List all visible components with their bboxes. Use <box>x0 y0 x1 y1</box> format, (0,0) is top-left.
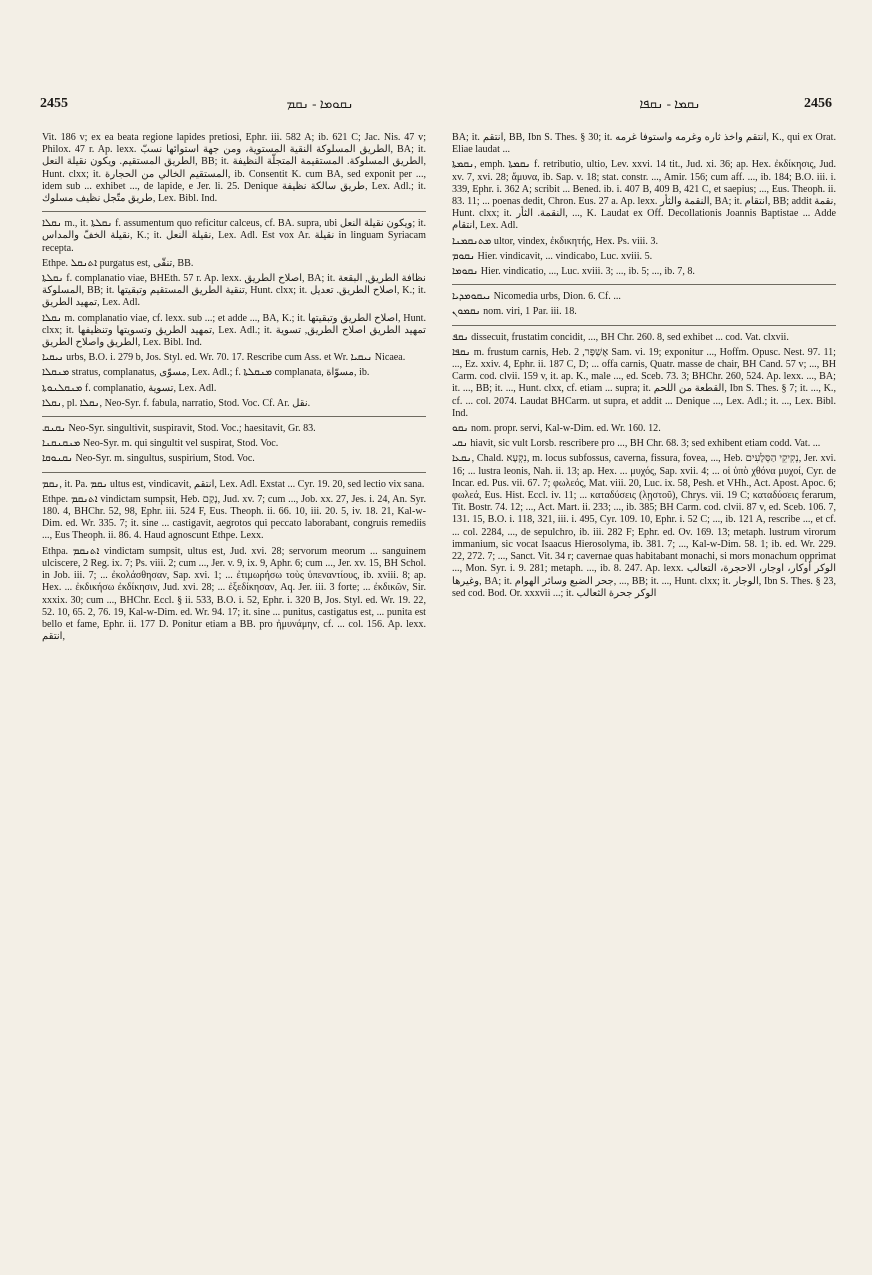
dictionary-entry: ܢܩܥܐ, Chald. נִקְעָא, m. locus subfossus, caverna, fissura, fovea, ..., Heb. נְקִיקֵי הַסְּלָעִים, Jer. xvi. 16; ... lustra leonis, Nah. ii. 13; ap. Hex. ... μυχός, Sap. xvii. 4; ... οἱ ὑπὸ χθόνα μυχοί, Cyr. de Incar. ed. Pus. vii. 67. 7; φωλεός, Mat. viii. 20, Luc. ix. 58, Pesh. et VHh., Act. Apost. Apoc. 6; φωλεά, Eus. Hist. Eccl. iv. 11; ... καταδύσεις (λῃστοῦ), Chrys. vii. 19 C; καταδύσεις ferarum, Tit. Bostr. 74. 12; ..., Act. Mart. ii. 233; ..., ib. 385; BH Carm. cod. clvii. 87 v, ed. Sceb. 106. 7, 131. 15, B.O. i. 118, 321, iii. i. 495, Cyr. 109. 10, Ephr. i. 52 C; ..., ib. 121 A, rescribe ..., et cf. ... col. 2284, ..., de sepulchro, ib. iii. 282 F; Ephr. ed. Ov. 169. 13; metaph. lustrum virorum immanium, sic vocat Isaacus Hierosolyma, ib. 381. 7; ..., Kal-w-Dim. 58. 1; ib. ed. Wr. 229. 22, 272. 7; ..., Sanct. Vit. 34 r; cavernae quas habitabant monachi, si mors monachum opprimat ..., Mon. Syr. i. 9. 281; metaph. ..., ib. 8. 247. Ap. lexx. الوكر أوكار، اوجار، الاحجرة، التعالب وغيرها, BA; it. جحر الضبع وسائر الهوام, ..., BB; it. ..., Hunt. clxx; it. الوجار, Ibn S. Thes. § 23, sed cod. Bod. Or. xxxvii ...; it. الوكر جحرة الثعالب <box>452 453 836 599</box>
dictionary-entry: ܢܩܘ nom. propr. servi, Kal-w-Dim. ed. Wr. 160. 12. <box>452 423 661 435</box>
dictionary-entry: ܢܝܩܘܡܕܝܐ Nicomedia urbs, Dion. 6. Cf. ... <box>452 284 836 303</box>
right-running-head: ܢܩܡܐ - ܢܩܦܐ <box>639 96 701 111</box>
dictionary-entry: ܢܩܡܬܐ, emph. ܢܩܡܬܐ f. retributio, ultio, Lev. xxvi. 14 tit., Jud. xi. 36; ap. Hex. ἐκδίκησις, Jud. xv. 7, xvi. 28; ἄμυνα, ib. Sap. v. 18; stat. constr. ..., Amir. 156; cum aff. ..., ib. 184; B.O. iii. i. 339, Ephr. i. 362 A; scribit ... Bened. ib. i. 407 B, 409 B, 421 C, et saepius; ..., Eus. Theoph. ii. 83. 11; ... poenas dedit, Chron. Eus. 27 a. Ap. lexx. النقمة والثأر, BA; it. انتقام, BB; addit نقمة, Hunt. clxx; it. النقمة. الثأر, ..., K. Laudat ex Off. Decollationis Joannis Baptistae ... Adde انتقام, Lex. Adl. <box>452 159 836 232</box>
left-running-head: ܢܩܘܡܐ - ܢܩܡ <box>286 96 354 111</box>
dictionary-entry: ܢܩܢܘܩܐ Neo-Syr. m. singultus, suspirium, Stod. Voc. <box>42 453 255 465</box>
dictionary-entry: ܢܩܠܐ, pl. ܢܩܠܐ, Neo-Syr. f. fabula, narratio, Stod. Voc. Cf. Ar. نقل. <box>42 397 311 409</box>
dictionary-entry: ܢܩܡܘܢ nom. viri, 1 Par. iii. 18. <box>452 306 577 318</box>
dictionary-entry: ܢܩܦܐ m. frustum carnis, Heb. אֶשְׁפָּר, 2 Sam. vi. 19; exponitur ..., Hoffm. Opusc. Nest. 97. 11; ..., Ez. xxiv. 4, Ephr. ii. 187 C, D; ... offa carnis, Quatr. masse de chair, BH Cand. 57 v; ..., BH Carm. cod. clvii. 159 v, it. ap. K., male ..., ed. Sceb. 73. 3; BHChr. 260, 524. Ap. lexx. ..., BA; it. ..., BB; it. ..., Hunt. clxx, cf. etiam ... supra; it. القطعة من اللحم, Ibn S. Thes. § 7; it. ..., K., cf. ... col. 2074. Laudat BHCarm. ut supra, et addit ... Denique ..., Lex. Adl.; it. ..., Lex. Bibl. Ind. <box>452 346 836 419</box>
right-column <box>452 132 836 1242</box>
dictionary-entry: Ethpe. ܐܬܢܩܡ vindictam sumpsit, Heb. נָקַם, Jud. xv. 7; cum ..., Job. xx. 27, Jes. i. 24, An. Syr. 180. 4, BHChr. 52, 98, Ephr. iii. 524 F, Eus. Theoph. ii. 66. 10, iii. 20. 5, iv. 18. 21, Kal-w-Dim. ed. Wr. 335. 7; it. sine ... castigavit, aegrotos qui peccato laborabant, congruis remediis ..., Eus Theoph. ii. 86. 4. Haud agnoscunt Ethpe. Lexx. <box>42 493 426 542</box>
left-page-number: 2455 <box>40 96 68 111</box>
dictionary-entry: ܢܩܠܬܐ f. complanatio viae, BHEth. 57 r. Ap. lexx. اصلاح الطريق, BA; it. نظافة الطريق, البقعة المسلوكة, BB; it. تنقية الطريق المستقيم وتبقيتها, Hunt. clxx; it. اصلاح الطريق. تعديل, K.; it. تمهيد الطريق, Lex. Adl. <box>42 273 426 309</box>
dictionary-entry: Ethpe. ܐܬܢܩܠ purgatus est, تنقّى, BB. <box>42 257 194 269</box>
dictionary-entry: ܡܢܩܢܩܢܐ Neo-Syr. m. qui singultit vel suspirat, Stod. Voc. <box>42 438 279 450</box>
dictionary-entry: ܢܩܠܐ m., it. ܢܩܠܬܐ f. assumentum quo reficitur calceus, cf. BA. supra, ubi ويكون نقيلة النعل; it. نقيلة الخفّ والمداس, K.; it. نقيلة النعل, Lex. Adl. Est vox Ar. نقيلة in linguam Syriacam recepta. <box>42 211 426 255</box>
left-column <box>42 132 426 1242</box>
dictionary-entry: ܢܩܘܡ Hier. vindicavit, ... vindicabo, Luc. xviii. 5. <box>452 250 653 262</box>
page-header <box>40 96 832 120</box>
dictionary-entry: ܢܩܠܐ m. complanatio viae, cf. lexx. sub ...; et adde ..., BA, K.; it. اصلاح الطريق وتبقيتها, Hunt. clxx; it. تمهيد الطريق وتسويتها وتنظيفها, Lex. Adl.; it. تمهيد الطريق اصلاح الطريق, تسوية الطريق واصلاح الطريق, Lex. Bibl. Ind. <box>42 312 426 349</box>
dictionary-entry: ܢܝܩܝܐ urbs, B.O. i. 279 b, Jos. Styl. ed. Wr. 70. 17. Rescribe cum Ass. et Wr. ܢܝܩܝܐ Nicaea. <box>42 352 406 364</box>
dictionary-entry: ܢܩܡ, it. Pa. ܢܩܡ ultus est, vindicavit, انتقم, Lex. Adl. Exstat ... Cyr. 19. 20, sed lectio vix sana. <box>42 472 426 491</box>
right-page-number: 2456 <box>804 96 832 111</box>
two-column-body <box>42 132 836 1242</box>
dictionary-entry: ܢܩܝ hiavit, sic vult Lorsb. rescribere pro ..., BH Chr. 68. 3; sed exhibent etiam codd. Vat. ... <box>452 438 821 450</box>
dictionary-entry: ܡܢܩܠܐ stratus, complanatus, مسوّى, Lex. Adl.; f. ܡܢܩܠܬܐ complanata, مسوّاة, ib. <box>42 367 370 379</box>
dictionary-entry: Vit. 186 v; ex ea beata regione lapides pretiosi, Ephr. iii. 582 A; ib. 621 C; Jac. Nis. 47 v; Philox. 47 r. Ap. lexx. الطريق المسلوكة النقية المستوية، ومن جهة استوائها نسبّ, BA; it. الطريق المستقيم. ويكون نقيلة النعل, BB; it. الطريق المسلوكة. المستقيمة المتجلّة النظيفة, Hunt. clxx; it. المستقيم الخالي من الحجارة, ib. Consentit K. cum BA, sed exponit per ..., idem sub ... exhibet ..., de lapide, e Jer. li. 25. Denique طريق سالكة نظيفة, Lex. Adl.; it. طريق متّجل نظيف مسلوك, Lex. Bibl. Ind. <box>42 132 426 205</box>
dictionary-entry: ܡܬܢܩܡܢܐ ultor, vindex, ἐκδικητής, Hex. Ps. viii. 3. <box>452 235 658 247</box>
dictionary-entry: ܢܩܘܡܐ Hier. vindicatio, ..., Luc. xviii. 3; ..., ib. 5; ..., ib. 7, 8. <box>452 266 695 278</box>
dictionary-entry: ܢܩܦ dissecuit, frustatim concidit, ..., BH Chr. 260. 8, sed exhibet ... cod. Vat. clxvii. <box>452 325 836 344</box>
dictionary-entry: ܡܢܩܠܢܘܬܐ f. complanatio, تسوية, Lex. Adl. <box>42 382 217 394</box>
dictionary-entry: ܢܩܢܩ Neo-Syr. singultivit, suspiravit, Stod. Voc.; haesitavit, Gr. 83. <box>42 416 426 435</box>
dictionary-entry: BA; it. انتقم, BB, Ibn S. Thes. § 30; it. انتقم واخذ ثأره وغرمه واستوفا غرمه, K., qui ex Orat. Eliae laudat ... <box>452 132 836 156</box>
dictionary-entry: Ethpa. ܐܬܢܩܡ vindictam sumpsit, ultus est, Jud. xvi. 28; servorum meorum ... sanguinem ulciscere, 2 Reg. ix. 7; Ps. viii. 2; cum ..., Jer. v. 9, ix. 9, Aphr. 6; cum ..., Jer. xv. 15, BH Schol. in Job. iii. 7; ... ἐκολάσθησαν, Sap. xvi. 1; ... ἐτιμωρήσω τοὺς ὑπεναντίους, ib. xviii. 8; ap. Hex. ... ἐκδικήσω ἐκδίκησιν, Jud. xvi. 28; ... ἐξεδίκησαν, Aq. Jer. iii. 3 forte; ... ἐκδικῶν, Sir. xxxix. 30; cum ..., BHChr. Eccl. § ii. 533, B.O. i. 52, Ephr. i. 320 B, Jos. Styl. ed. Wr. 19. 22, 52. 10, 65. 2, 76. 19, Kal-w-Dim. ed. Wr. 94. 17; it. sine ... punitus, castigatus est, ... punita est bello et fame, Ephr. ii. 177 D. Ponitur etiam a BB. pro ἠμυνάμην, cf. ... col. 156. Ap. lexx. انتقم, <box>42 545 426 643</box>
